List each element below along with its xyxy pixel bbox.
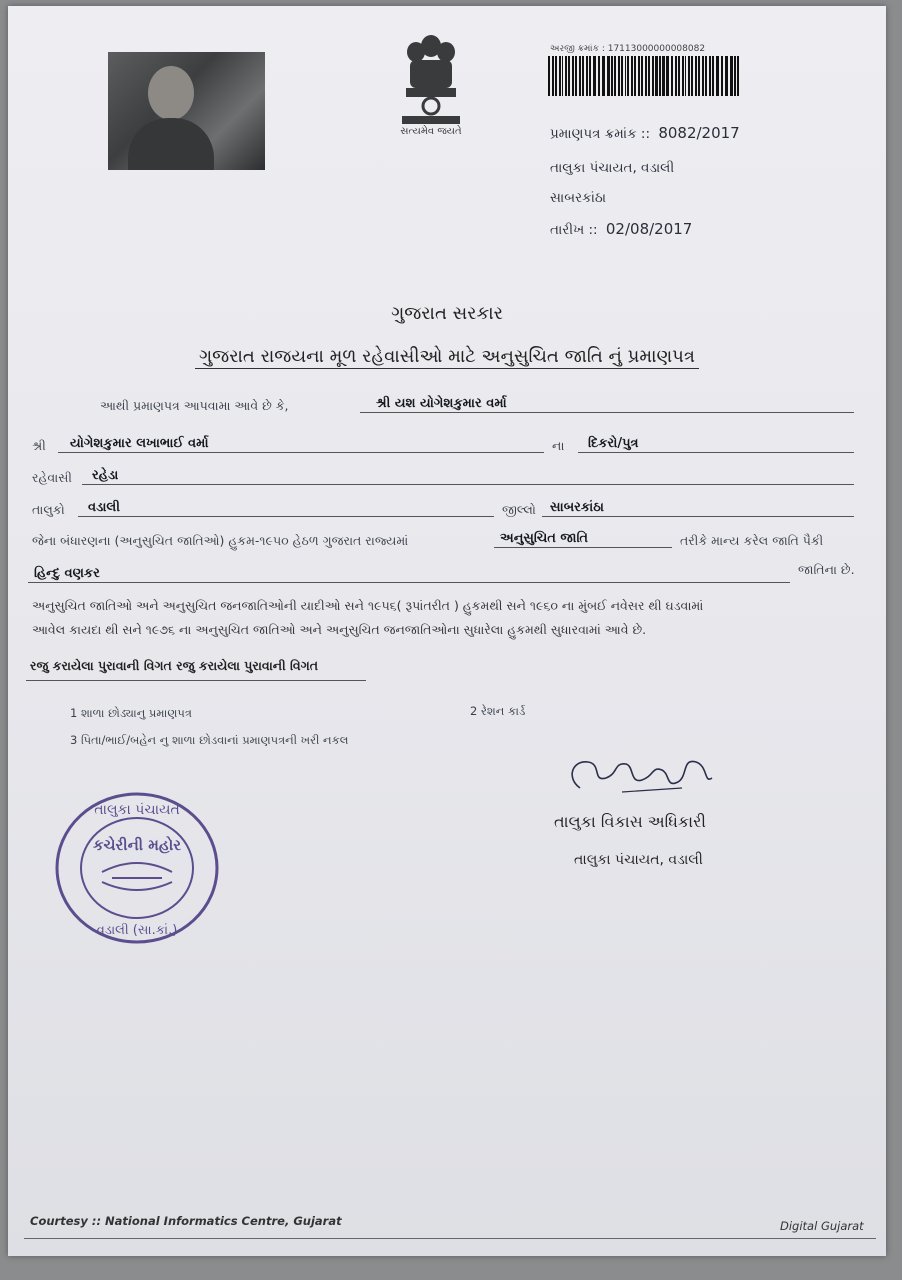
- barcode-bar: [659, 56, 661, 96]
- proof-item-3: 3 પિતા/ભાઈ/બહેન નુ શાળા છોડવાનાં પ્રમાણપત્રની ખરી નકલ: [70, 733, 349, 747]
- applicant-name: શ્રી યશ યોગેશકુમાર વર્મા: [376, 396, 507, 411]
- issue-date: [550, 220, 692, 238]
- barcode-bar: [709, 56, 711, 96]
- barcode-bar: [648, 56, 650, 96]
- barcode-bar: [552, 56, 554, 96]
- father-name: યોગેશકુમાર લખાભાઈ વર્મા: [70, 436, 209, 451]
- applicant-name-line: [360, 412, 854, 413]
- barcode-bar: [598, 56, 600, 96]
- legal-paragraph-line-2: આવેલ કાયદા થી સને ૧૯૭૬ ના અનુસુચિત જાતિઓ અને અનુસુચિત જનજાતિઓના સુધારેલા હુકમથી સુધારવામાં આવે છે.: [32, 622, 647, 637]
- caste-suffix: જાતિના છે.: [798, 562, 855, 577]
- officer-office: તાલુકા પંચાયત, વડાલી: [574, 852, 703, 868]
- district-label: જીલ્લો: [502, 502, 536, 517]
- barcode-bar: [705, 56, 707, 96]
- recognized-text: તરીકે માન્ય કરેલ જાતિ પૈકી: [680, 533, 824, 548]
- barcode-bar: [602, 56, 605, 96]
- barcode-bar: [666, 56, 669, 96]
- proofs-heading: રજુ કરાયેલા પુરાવાની વિગત રજુ કરાયેલા પુરાવાની વિગત: [30, 658, 319, 673]
- national-emblem-icon: [386, 28, 476, 128]
- father-name-line: [58, 452, 544, 453]
- barcode-bar: [655, 56, 658, 96]
- barcode-bar: [725, 56, 728, 96]
- barcode-bar: [734, 56, 736, 96]
- relation-value: દિકરો/પુત્ર: [588, 436, 639, 451]
- barcode-bar: [671, 56, 673, 96]
- barcode-bar: [625, 56, 626, 96]
- barcode-bar: [562, 56, 563, 96]
- barcode-bar: [575, 56, 577, 96]
- relation-prefix: ના: [552, 438, 565, 453]
- legal-paragraph: [32, 594, 862, 642]
- barcode-bar: [688, 56, 690, 96]
- barcode-bar: [627, 56, 629, 96]
- category-line: [494, 547, 672, 548]
- barcode-bar: [607, 56, 610, 96]
- office-seal: [52, 788, 222, 948]
- seal-center-text: કચેરીની મહોર: [92, 836, 182, 854]
- barcode-bar: [559, 56, 561, 96]
- barcode-bar: [695, 56, 697, 96]
- applicant-photo: [108, 52, 265, 170]
- order-text: જેના બંધારણના (અનુસુચિત જાતિઓ) હુકમ-૧૯૫૦ હેઠળ ગુજરાત રાજ્યમાં: [32, 533, 409, 548]
- certificate-page: [8, 6, 886, 1256]
- barcode-bar: [641, 56, 643, 96]
- barcode-bar: [589, 56, 591, 96]
- barcode-bar: [555, 56, 557, 96]
- application-number: અરજી ક્રમાંક : 17113000000008082: [550, 44, 706, 54]
- footer-brand: Digital Gujarat: [780, 1219, 864, 1233]
- taluka-label: તાલુકો: [32, 502, 65, 517]
- taluka-value: વડાલી: [88, 500, 120, 515]
- barcode-bar: [721, 56, 723, 96]
- barcode-bar: [631, 56, 633, 96]
- government-title: ગુજરાત સરકાર: [391, 303, 503, 324]
- barcode-bar: [579, 56, 581, 96]
- certificate-title: ગુજરાત રાજયના મૂળ રહેવાસીઓ માટે અનુસુચિત જાતિ નું પ્રમાણપત્ર: [8, 346, 886, 367]
- certificate-number: [550, 124, 740, 142]
- barcode-bar: [712, 56, 714, 96]
- barcode-bar: [678, 56, 680, 96]
- proof-item-2: 2 રેશન કાર્ડ: [470, 704, 526, 718]
- seal-top-text: તાલુકા પંચાયત: [94, 802, 180, 818]
- issue-date-label: તારીખ ::: [550, 222, 598, 238]
- emblem-motto: સત્યમેવ જયતે: [400, 126, 462, 137]
- caste-value: હિન્દુ વણકર: [34, 566, 100, 581]
- application-number-value: 17113000000008082: [607, 44, 706, 54]
- barcode-bar: [698, 56, 700, 96]
- category-value: અનુસુચિત જાતિ: [500, 531, 589, 546]
- barcode-bar: [568, 56, 570, 96]
- barcode-bar: [586, 56, 588, 96]
- barcode-bar: [662, 56, 665, 96]
- barcode-bar: [611, 56, 613, 96]
- footer-rule: [24, 1238, 876, 1239]
- barcode-bar: [572, 56, 574, 96]
- barcode-bar: [614, 56, 616, 96]
- barcode-bar: [737, 56, 739, 96]
- barcode-bar: [582, 56, 584, 96]
- barcode-bar: [638, 56, 640, 96]
- officer-signature: [562, 748, 722, 804]
- district-value: સાબરકાંઠા: [550, 500, 604, 515]
- certificate-number-value: 8082/2017: [658, 124, 740, 142]
- taluka-line: [78, 516, 494, 517]
- residence-value: રહેડા: [92, 468, 119, 483]
- barcode: [548, 56, 743, 96]
- barcode-bar: [702, 56, 704, 96]
- proof-item-1: 1 શાળા છોડ્યાનુ પ્રમાણપત્ર: [70, 706, 192, 720]
- barcode-bar: [716, 56, 719, 96]
- barcode-bar: [652, 56, 654, 96]
- legal-paragraph-line-1: અનુસુચિત જાતિઓ અને અનુસુચિત જનજાતિઓની યાદીઓ સને ૧૯૫૬( રૂપાંતરીત ) હુકમથી સને ૧૯૬૦ ના મુંબઈ નવેસર થી ઘડવામાં: [32, 598, 704, 613]
- barcode-bar: [621, 56, 623, 96]
- barcode-bar: [548, 56, 550, 96]
- office-line-1: તાલુકા પંચાયત, વડાલી: [550, 160, 675, 176]
- seal-bottom-text: વડાલી (સા.કાં.): [96, 923, 178, 938]
- proofs-heading-underline: [26, 680, 366, 681]
- barcode-bar: [685, 56, 686, 96]
- office-line-2: સાબરકાંઠા: [550, 190, 607, 206]
- certificate-number-label: પ્રમાણપત્ર ક્રમાંક ::: [550, 126, 651, 142]
- barcode-bar: [730, 56, 733, 96]
- issue-date-value: 02/08/2017: [605, 220, 693, 238]
- barcode-bar: [682, 56, 684, 96]
- application-number-label: અરજી ક્રમાંક: [550, 44, 599, 54]
- caste-line: [28, 582, 790, 583]
- officer-designation: તાલુકા વિકાસ અધિકારી: [554, 812, 706, 831]
- residence-line: [82, 484, 854, 485]
- barcode-bar: [645, 56, 647, 96]
- barcode-bar: [634, 56, 636, 96]
- district-line: [542, 516, 854, 517]
- father-prefix: શ્રી: [32, 438, 46, 453]
- barcode-bar: [618, 56, 620, 96]
- barcode-bar: [691, 56, 693, 96]
- residence-label: રહેવાસી: [32, 470, 72, 485]
- barcode-bar: [593, 56, 596, 96]
- intro-label: આથી પ્રમાણપત્ર આપવામા આવે છે કે,: [100, 398, 289, 413]
- footer-courtesy: Courtesy :: National Informatics Centre, Gujarat: [30, 1214, 342, 1228]
- relation-line: [578, 452, 854, 453]
- barcode-bar: [565, 56, 567, 96]
- barcode-bar: [675, 56, 677, 96]
